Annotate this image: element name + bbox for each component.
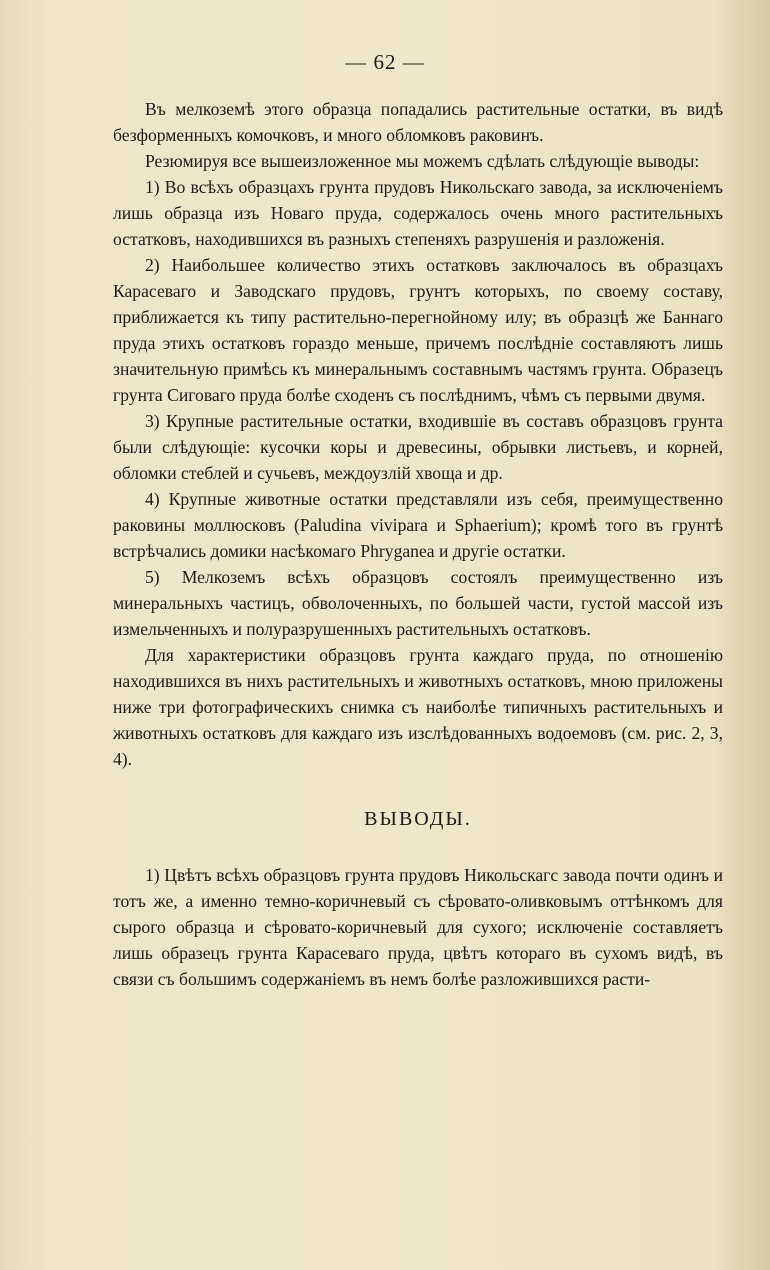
paragraph-point-3: 3) Крупные растительные остатки, входившіе въ составъ образцовъ грунта были слѣдующіе: кусочки коры и древесины, обрывки листьевъ, и корней, обломки стеблей и сучьевъ, междоузлій хвоща и др. bbox=[113, 411, 723, 483]
paragraph-photo-note: Для характеристики образцовъ грунта каждаго пруда, по отношенію находившихся въ нихъ растительныхъ и животныхъ остатковъ, мною приложены ниже три фотографическихъ снимка съ наиболѣе типичныхъ растительныхъ и животныхъ остатковъ для каждаго изъ изслѣдованныхъ водоемовъ (см. рис. 2, 3, 4). bbox=[113, 645, 723, 769]
paragraph-point-4: 4) Крупные животные остатки представляли изъ себя, преимущественно раковины моллюсковъ (Paludina vivipara и Sphaerium); кромѣ того въ грунтѣ встрѣчались домики насѣкомаго Phryganea и другіе остатки. bbox=[113, 489, 723, 561]
paragraph-summary-lead: Резюмируя все вышеизложенное мы можемъ сдѣлать слѣдующіе выводы: bbox=[145, 151, 700, 171]
page-number: — 62 — bbox=[345, 50, 425, 74]
paragraph-conclusion-1: 1) Цвѣтъ всѣхъ образцовъ грунта прудовъ Никольскагс завода почти одинъ и тотъ же, а именно темно-коричневый съ сѣровато-оливковымъ оттѣнкомъ для сырого образца и сѣровато-коричневый для сухого; исключеніе составляетъ лишь образецъ грунта Карасеваго пруда, цвѣтъ котораго въ сухомъ видѣ, въ связи съ большимъ содержаніемъ въ немъ болѣе разложившихся расти- bbox=[113, 865, 723, 989]
body-text bbox=[113, 96, 723, 992]
paragraph-point-1: 1) Во всѣхъ образцахъ грунта прудовъ Никольскаго завода, за исключеніемъ лишь образца изъ Новаго пруда, содержалось очень много растительныхъ остатковъ, находившихся въ разныхъ степеняхъ разрушенія и разложенія. bbox=[113, 177, 723, 249]
paragraph-point-2: 2) Наибольшее количество этихъ остатковъ заключалось въ образцахъ Карасеваго и Заводскаго прудовъ, грунтъ которыхъ, по своему составу, приближается къ типу растительно-перегнойному илу; въ образцѣ же Баннаго пруда этихъ остатковъ гораздо меньше, причемъ послѣдніе составляютъ лишь значительную примѣсь къ минеральнымъ составнымъ частямъ грунта. Образецъ грунта Сиговаго пруда болѣе сходенъ съ послѣднимъ, чѣмъ съ первыми двумя. bbox=[113, 255, 723, 405]
paragraph-point-5: 5) Мелкоземъ всѣхъ образцовъ состоялъ преимущественно изъ минеральныхъ частицъ, обволоченныхъ, по большей части, густой массой изъ измельченныхъ и полуразрушенныхъ растительныхъ остатковъ. bbox=[113, 567, 723, 639]
paragraph-intro: Въ мелкоземѣ этого образца попадались растительные остатки, въ видѣ безформенныхъ комочковъ, и много обломковъ раковинъ. bbox=[113, 99, 723, 145]
section-heading: ВЫВОДЫ. bbox=[364, 808, 472, 830]
